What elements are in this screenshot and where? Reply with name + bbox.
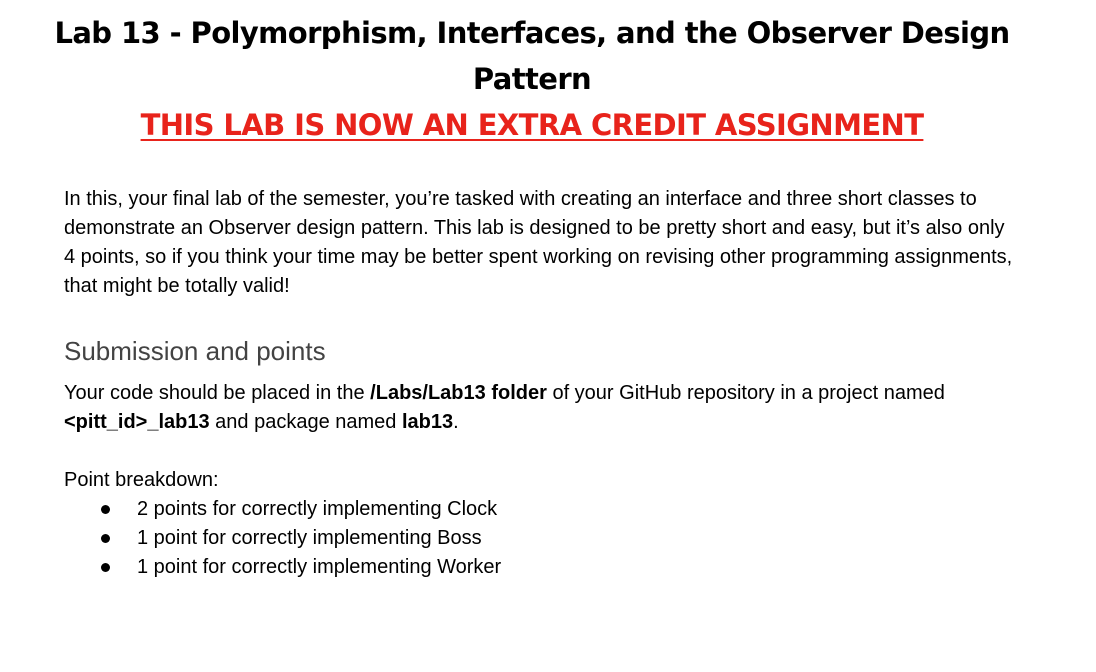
point-breakdown-label: Point breakdown: xyxy=(64,469,219,491)
intro-paragraph: In this, your final lab of the semester, you’re tasked with creating an interface and three short classes to demonstrate an Observer design pattern. This lab is designed to be pretty short and easy, but it’s also only 4 points, so if you think your time may be better spent working on revising other programming assignments, that might be totally valid! xyxy=(64,188,1013,297)
submission-folder: /Labs/Lab13 folder xyxy=(370,382,547,404)
document-title: Lab 13 - Polymorphism, Interfaces, and the Observer Design Pattern xyxy=(54,16,1010,96)
project-name: <pitt_id>_lab13 xyxy=(64,411,210,433)
extra-credit-notice: THIS LAB IS NOW AN EXTRA CREDIT ASSIGNMENT xyxy=(140,108,924,142)
list-item-text: 1 point for correctly implementing Boss xyxy=(137,527,482,549)
submission-paragraph xyxy=(64,379,1014,437)
submission-text-2: of your GitHub repository in a project named xyxy=(546,382,945,404)
submission-text-1: Your code should be placed in the xyxy=(64,382,371,404)
section-heading-submission: Submission and points xyxy=(64,336,326,366)
list-item-text: 1 point for correctly implementing Worker xyxy=(137,556,502,578)
submission-text-3: and package named xyxy=(209,411,402,433)
package-name: lab13 xyxy=(402,411,454,433)
bullet-icon xyxy=(101,534,110,543)
list-item-text: 2 points for correctly implementing Clock xyxy=(137,498,498,520)
submission-text-4: . xyxy=(453,411,459,433)
bullet-icon xyxy=(101,505,110,514)
bullet-icon xyxy=(101,563,110,572)
